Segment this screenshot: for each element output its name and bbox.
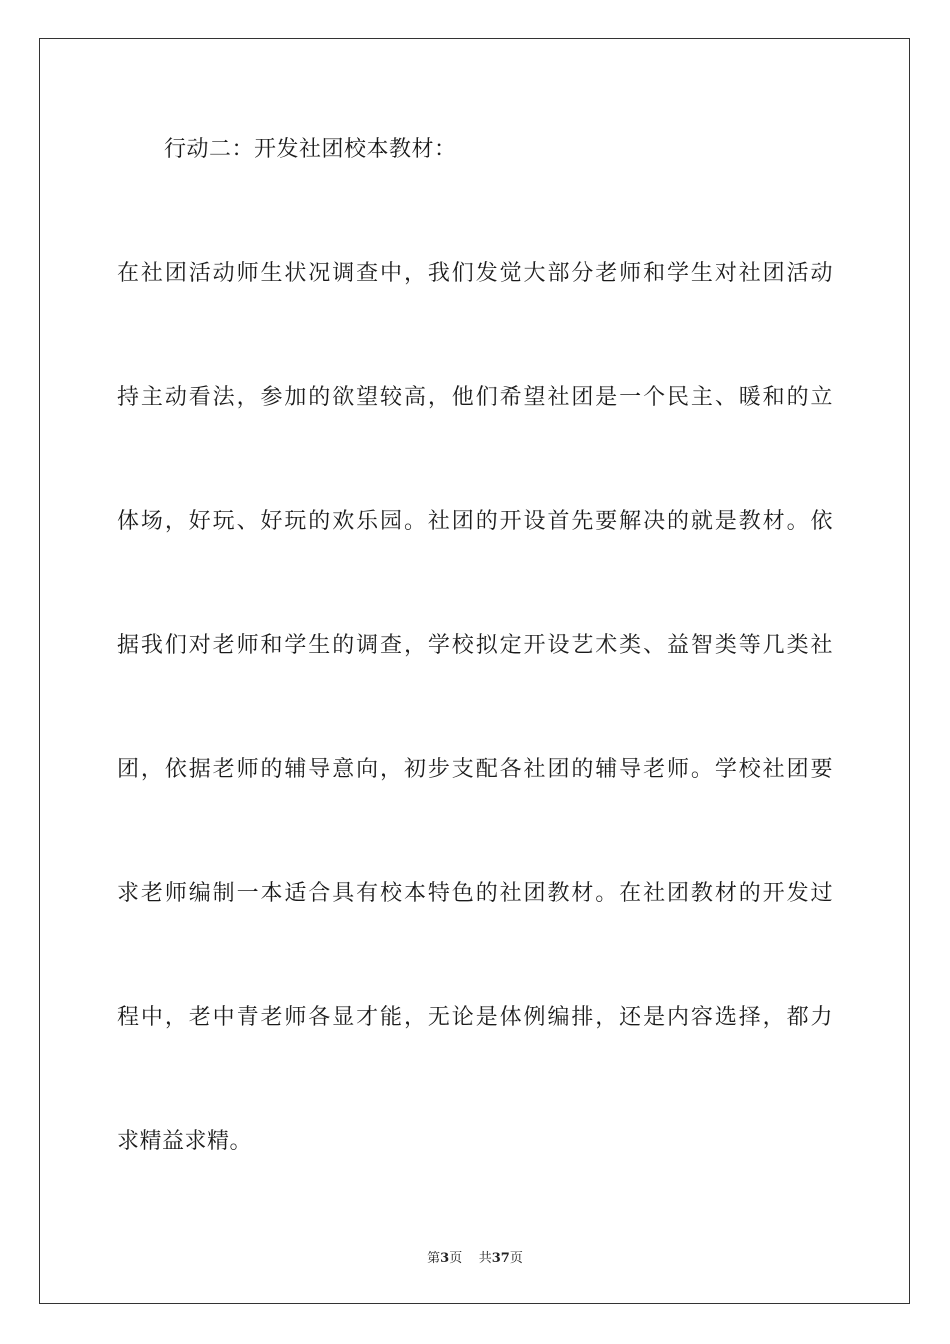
total-pages: 37 — [491, 1251, 510, 1266]
paragraph-line-8: 求精益求精。 — [117, 1129, 253, 1154]
paragraph-line-2: 持主动看法，参加的欲望较高，他们希望社团是一个民主、暖和的立 — [117, 385, 833, 410]
paragraph-line-1: 在社团活动师生状况调查中，我们发觉大部分老师和学生对社团活动 — [117, 261, 833, 286]
paragraph-line-3: 体场，好玩、好玩的欢乐园。社团的开设首先要解决的就是教材。依 — [117, 509, 833, 534]
page-border — [39, 38, 910, 1304]
page-number: 3 — [440, 1251, 450, 1266]
section-heading: 行动二：开发社团校本教材： — [164, 137, 457, 162]
paragraph-line-4: 据我们对老师和学生的调查，学校拟定开设艺术类、益智类等几类社 — [117, 633, 833, 658]
page-suffix: 页 — [449, 1251, 463, 1266]
page-footer — [0, 1247, 950, 1266]
paragraph-line-5: 团，依据老师的辅导意向，初步支配各社团的辅导老师。学校社团要 — [117, 757, 833, 782]
total-prefix: 共 — [478, 1251, 492, 1266]
total-suffix: 页 — [509, 1251, 523, 1266]
page-prefix: 第 — [427, 1251, 441, 1266]
paragraph-line-6: 求老师编制一本适合具有校本特色的社团教材。在社团教材的开发过 — [117, 881, 833, 906]
paragraph-line-7: 程中，老中青老师各显才能，无论是体例编排，还是内容选择，都力 — [117, 1005, 833, 1030]
